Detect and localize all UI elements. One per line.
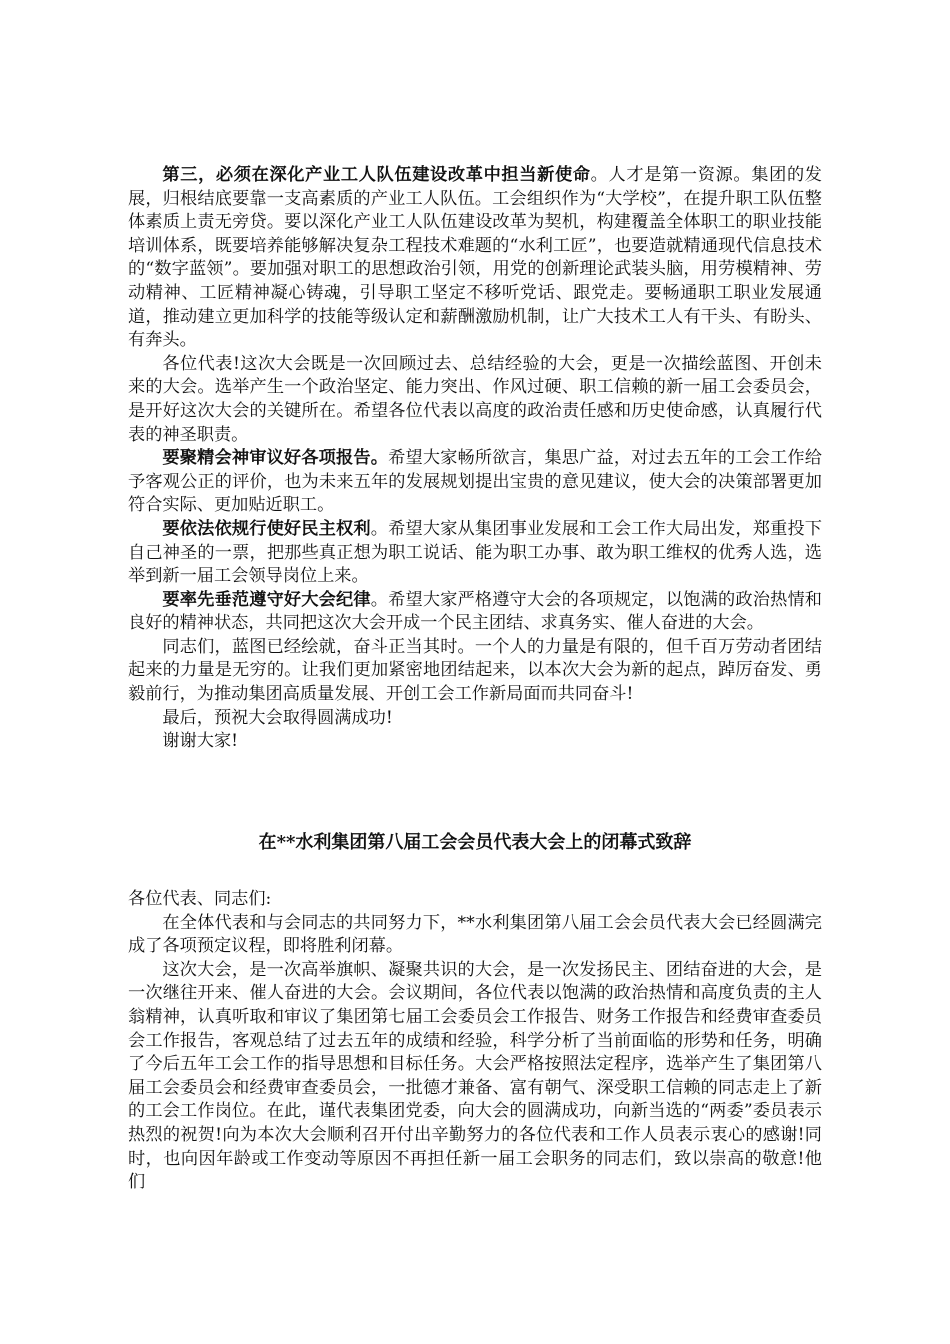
salutation: 各位代表、同志们: <box>128 889 272 909</box>
paragraph-meeting-summary: 这次大会，是一次高举旗帜、凝聚共识的大会，是一次发扬民主、团结奋进的大会，是一次继往开来、催人奋进的大会。会议期间，各位代表以饱满的政治热情和高度负责的主人翁精神，认真听取和审议了集团第七届工会委员会工作报告、财务工作报告和经费审查委员会工作报告，客观总结了过去五年的成绩和经验，科学分析了当前面临的形势和任务，明确了今后五年工会工作的指导思想和目标任务。大会严格按照法定程序，选举产生了集团第八届工会委员会和经费审查委员会，一批德才兼备、富有朝气、深受职工信赖的同志走上了新的工会工作岗位。在此，谨代表集团党委，向大会的圆满成功，向新当选的“两委”委员表示热烈的祝贺!向为本次大会顺利召开付出辛勤努力的各位代表和工作人员表示衷心的感谢!同时，也向因年龄或工作变动等原因不再担任新一届工会职务的同志们，致以崇高的敬意!他们 <box>128 959 822 1193</box>
paragraph-text: 希望大家畅所欲言，集思广益，对过去五年的工会工作给予客观公正的评价，也为未来五年的发展规划提出宝贵的意见建议，使大会的决策部署更加符合实际、更加贴近职工。 <box>128 448 822 516</box>
paragraph-democratic-rights <box>128 518 822 589</box>
speech-body-part-1 <box>128 164 822 754</box>
paragraph-text: 。人才是第一资源。集团的发展，归根结底要靠一支高素质的产业工人队伍。工会组织作为“大学校”，在提升职工队伍整体素质上责无旁贷。要以深化产业工人队伍建设改革为契机，构建覆盖全体职工的职业技能培训体系，既要培养能够解决复杂工程技术难题的“水利工匠”，也要造就精通现代信息技术的“数字蓝领”。要加强对职工的思想政治引领，用党的创新理论武装头脑，用劳模精神、劳动精神、工匠精神凝心铸魂，引导职工坚定不移听党话、跟党走。要畅通职工职业发展通道，推动建立更加科学的技能等级认定和薪酬激励机制，让广大技术工人有干头、有盼头、有奔头。 <box>128 165 822 351</box>
speech-body-part-2 <box>128 888 822 1195</box>
paragraph-heading: 要聚精会神审议好各项报告。 <box>162 448 389 469</box>
paragraph-text: 。希望大家从集团事业发展和工会工作大局出发，郑重投下自己神圣的一票，把那些真正想为职工说话、能为职工办事、敢为职工维权的优秀人选，选举到新一届工会领导岗位上来。 <box>128 518 822 587</box>
paragraph-heading: 要率先垂范遵守好大会纪律 <box>162 589 371 610</box>
paragraph-comrades: 同志们，蓝图已经绘就，奋斗正当其时。一个人的力量是有限的，但千百万劳动者团结起来的力量是无穷的。让我们更加紧密地团结起来，以本次大会为新的起点，踔厉奋发、勇毅前行，为推动集团高质量发展、开创工会工作新局面而共同奋斗! <box>128 636 822 705</box>
paragraph-wish-success: 最后，预祝大会取得圆满成功! <box>162 707 393 728</box>
closing-speech-title: 在**水利集团第八届工会会员代表大会上的闭幕式致辞 <box>258 832 692 853</box>
paragraph-heading: 第三，必须在深化产业工人队伍建设改革中担当新使命 <box>162 165 591 185</box>
paragraph-delegates: 各位代表!这次大会既是一次回顾过去、总结经验的大会，更是一次描绘蓝图、开创未来的大会。选举产生一个政治坚定、能力突出、作风过硬、职工信赖的新一届工会委员会，是开好这次大会的关键所在。希望各位代表以高度的政治责任感和历史使命感，认真履行代表的神圣职责。 <box>128 353 822 445</box>
paragraph-heading: 要依法依规行使好民主权利 <box>162 518 371 539</box>
paragraph-third-point <box>128 164 822 353</box>
paragraph-review-reports <box>128 447 822 518</box>
paragraph-thanks: 谢谢大家! <box>162 731 239 752</box>
paragraph-text: 。希望大家严格遵守大会的各项规定，以饱满的政治热情和良好的精神状态，共同把这次大会开成一个民主团结、求真务实、催人奋进的大会。 <box>128 589 822 634</box>
paragraph-meeting-complete: 在全体代表和与会同志的共同努力下，**水利集团第八届工会会员代表大会已经圆满完成了各项预定议程，即将胜利闭幕。 <box>128 912 822 957</box>
paragraph-discipline <box>128 589 822 636</box>
